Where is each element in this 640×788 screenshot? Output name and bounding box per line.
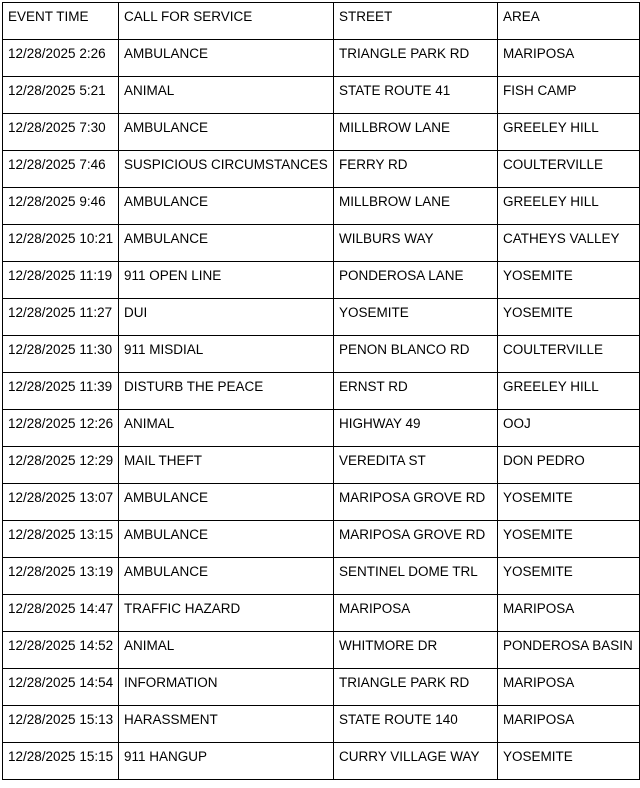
- area-cell: GREELEY HILL: [498, 188, 640, 225]
- event-time-cell: 12/28/2025 15:15: [3, 743, 119, 780]
- header-street: STREET: [334, 3, 498, 40]
- table-row: [3, 558, 640, 595]
- street-cell: PONDEROSA LANE: [334, 262, 498, 299]
- call-for-service-cell: ANIMAL: [119, 632, 334, 669]
- table-row: [3, 151, 640, 188]
- street-cell: ERNST RD: [334, 373, 498, 410]
- table-row: [3, 632, 640, 669]
- table-row: [3, 188, 640, 225]
- street-cell: MILLBROW LANE: [334, 114, 498, 151]
- area-cell: MARIPOSA: [498, 595, 640, 632]
- street-cell: STATE ROUTE 140: [334, 706, 498, 743]
- street-cell: PENON BLANCO RD: [334, 336, 498, 373]
- call-for-service-cell: DISTURB THE PEACE: [119, 373, 334, 410]
- street-cell: VEREDITA ST: [334, 447, 498, 484]
- call-for-service-cell: ANIMAL: [119, 410, 334, 447]
- table-row: [3, 484, 640, 521]
- header-event-time: EVENT TIME: [3, 3, 119, 40]
- table-row: [3, 743, 640, 780]
- street-cell: TRIANGLE PARK RD: [334, 669, 498, 706]
- header-row: [3, 3, 640, 40]
- area-cell: MARIPOSA: [498, 669, 640, 706]
- street-cell: TRIANGLE PARK RD: [334, 40, 498, 77]
- table-row: [3, 410, 640, 447]
- table-row: [3, 595, 640, 632]
- area-cell: YOSEMITE: [498, 262, 640, 299]
- street-cell: CURRY VILLAGE WAY: [334, 743, 498, 780]
- table-row: [3, 373, 640, 410]
- table-row: [3, 706, 640, 743]
- call-for-service-cell: AMBULANCE: [119, 484, 334, 521]
- table-row: [3, 447, 640, 484]
- area-cell: YOSEMITE: [498, 521, 640, 558]
- event-time-cell: 12/28/2025 12:29: [3, 447, 119, 484]
- table-row: [3, 336, 640, 373]
- call-for-service-cell: AMBULANCE: [119, 40, 334, 77]
- call-for-service-cell: INFORMATION: [119, 669, 334, 706]
- call-for-service-cell: MAIL THEFT: [119, 447, 334, 484]
- table-row: [3, 521, 640, 558]
- street-cell: MARIPOSA: [334, 595, 498, 632]
- event-time-cell: 12/28/2025 11:30: [3, 336, 119, 373]
- table-row: [3, 262, 640, 299]
- table-row: [3, 299, 640, 336]
- event-time-cell: 12/28/2025 11:39: [3, 373, 119, 410]
- table-row: [3, 114, 640, 151]
- event-time-cell: 12/28/2025 2:26: [3, 40, 119, 77]
- area-cell: MARIPOSA: [498, 40, 640, 77]
- event-time-cell: 12/28/2025 14:52: [3, 632, 119, 669]
- call-for-service-cell: AMBULANCE: [119, 188, 334, 225]
- event-time-cell: 12/28/2025 13:15: [3, 521, 119, 558]
- event-time-cell: 12/28/2025 10:21: [3, 225, 119, 262]
- call-for-service-cell: SUSPICIOUS CIRCUMSTANCES: [119, 151, 334, 188]
- call-for-service-cell: ANIMAL: [119, 77, 334, 114]
- street-cell: SENTINEL DOME TRL: [334, 558, 498, 595]
- event-time-cell: 12/28/2025 14:54: [3, 669, 119, 706]
- street-cell: STATE ROUTE 41: [334, 77, 498, 114]
- area-cell: OOJ: [498, 410, 640, 447]
- street-cell: WHITMORE DR: [334, 632, 498, 669]
- call-log-body: [3, 3, 640, 780]
- call-for-service-cell: AMBULANCE: [119, 521, 334, 558]
- area-cell: FISH CAMP: [498, 77, 640, 114]
- street-cell: MARIPOSA GROVE RD: [334, 521, 498, 558]
- area-cell: MARIPOSA: [498, 706, 640, 743]
- table-row: [3, 40, 640, 77]
- call-for-service-cell: 911 MISDIAL: [119, 336, 334, 373]
- header-area: AREA: [498, 3, 640, 40]
- event-time-cell: 12/28/2025 7:30: [3, 114, 119, 151]
- event-time-cell: 12/28/2025 13:07: [3, 484, 119, 521]
- call-log-table: [2, 2, 640, 780]
- street-cell: WILBURS WAY: [334, 225, 498, 262]
- call-for-service-cell: AMBULANCE: [119, 558, 334, 595]
- area-cell: GREELEY HILL: [498, 114, 640, 151]
- event-time-cell: 12/28/2025 9:46: [3, 188, 119, 225]
- call-for-service-cell: HARASSMENT: [119, 706, 334, 743]
- area-cell: YOSEMITE: [498, 299, 640, 336]
- table-row: [3, 225, 640, 262]
- area-cell: COULTERVILLE: [498, 151, 640, 188]
- area-cell: YOSEMITE: [498, 484, 640, 521]
- area-cell: GREELEY HILL: [498, 373, 640, 410]
- table-row: [3, 669, 640, 706]
- street-cell: HIGHWAY 49: [334, 410, 498, 447]
- event-time-cell: 12/28/2025 13:19: [3, 558, 119, 595]
- street-cell: YOSEMITE: [334, 299, 498, 336]
- area-cell: YOSEMITE: [498, 558, 640, 595]
- call-for-service-cell: 911 OPEN LINE: [119, 262, 334, 299]
- event-time-cell: 12/28/2025 5:21: [3, 77, 119, 114]
- event-time-cell: 12/28/2025 15:13: [3, 706, 119, 743]
- event-time-cell: 12/28/2025 11:19: [3, 262, 119, 299]
- call-for-service-cell: 911 HANGUP: [119, 743, 334, 780]
- area-cell: COULTERVILLE: [498, 336, 640, 373]
- street-cell: MILLBROW LANE: [334, 188, 498, 225]
- area-cell: CATHEYS VALLEY: [498, 225, 640, 262]
- area-cell: PONDEROSA BASIN: [498, 632, 640, 669]
- call-for-service-cell: AMBULANCE: [119, 225, 334, 262]
- event-time-cell: 12/28/2025 7:46: [3, 151, 119, 188]
- table-row: [3, 77, 640, 114]
- street-cell: MARIPOSA GROVE RD: [334, 484, 498, 521]
- event-time-cell: 12/28/2025 14:47: [3, 595, 119, 632]
- call-for-service-cell: DUI: [119, 299, 334, 336]
- street-cell: FERRY RD: [334, 151, 498, 188]
- call-for-service-cell: TRAFFIC HAZARD: [119, 595, 334, 632]
- header-call-for-service: CALL FOR SERVICE: [119, 3, 334, 40]
- event-time-cell: 12/28/2025 12:26: [3, 410, 119, 447]
- area-cell: DON PEDRO: [498, 447, 640, 484]
- area-cell: YOSEMITE: [498, 743, 640, 780]
- event-time-cell: 12/28/2025 11:27: [3, 299, 119, 336]
- call-for-service-cell: AMBULANCE: [119, 114, 334, 151]
